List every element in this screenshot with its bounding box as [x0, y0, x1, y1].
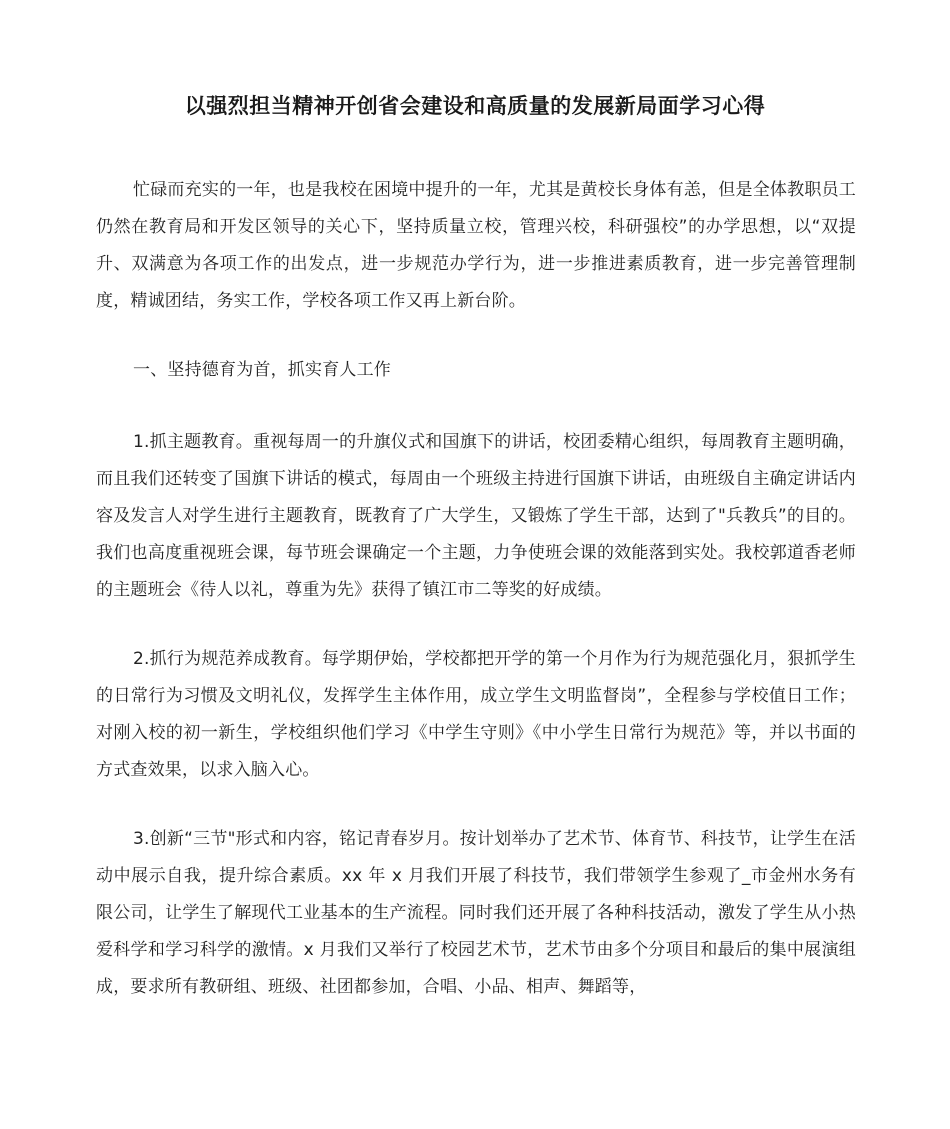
document-body	[96, 172, 856, 1038]
paragraph-behavior-education: 2.抓行为规范养成教育。每学期伊始，学校都把开学的第一个月作为行为规范强化月，狠抓学生的日常行为习惯及文明礼仪，发挥学生主体作用，成立学生文明监督岗”，全程参与学校值日工作；对刚入校的初一新生，学校组织他们学习《中学生守则》《中小学生日常行为规范》等，并以书面的方式查效果，以求入脑入心。	[96, 649, 856, 780]
paragraph-theme-education: 1.抓主题教育。重视每周一的升旗仪式和国旗下的讲话，校团委精心组织，每周教育主题明确，而且我们还转变了国旗下讲话的模式，每周由一个班级主持进行国旗下讲话，由班级自主确定讲话内容及发言人对学生进行主题教育，既教育了广大学生，又锻炼了学生干部，达到了"兵教兵”的目的。我们也高度重视班会课，每节班会课确定一个主题，力争使班会课的效能落到实处。我校郭道香老师的主题班会《待人以礼，尊重为先》获得了镇江市二等奖的好成绩。	[96, 432, 856, 600]
section-heading-moral-education: 一、坚持德育为首，抓实育人工作	[133, 360, 391, 380]
paragraph-three-festivals: 3.创新“三节"形式和内容，铭记青春岁月。按计划举办了艺术节、体育节、科技节，让学生在活动中展示自我，提升综合素质。xx 年 x 月我们开展了科技节，我们带领学生参观了_市金州水务有限公司，让学生了解现代工业基本的生产流程。同时我们还开展了各种科技活动，激发了学生从小热爱科学和学习科学的激情。x 月我们又举行了校园艺术节，艺术节由多个分项目和最后的集中展演组成，要求所有教研组、班级、社团都参加，合唱、小品、相声、舞蹈等，	[96, 829, 856, 997]
paragraph-intro: 忙碌而充实的一年，也是我校在困境中提升的一年，尤其是黄校长身体有恙，但是全体教职员工仍然在教育局和开发区领导的关心下，坚持质量立校，管理兴校，科研强校”的办学思想，以“双提升、双满意为各项工作的出发点，进一步规范办学行为，进一步推进素质教育，进一步完善管理制度，精诚团结，务实工作，学校各项工作又再上新台阶。	[96, 180, 856, 311]
document-title: 以强烈担当精神开创省会建设和高质量的发展新局面学习心得	[184, 94, 766, 118]
